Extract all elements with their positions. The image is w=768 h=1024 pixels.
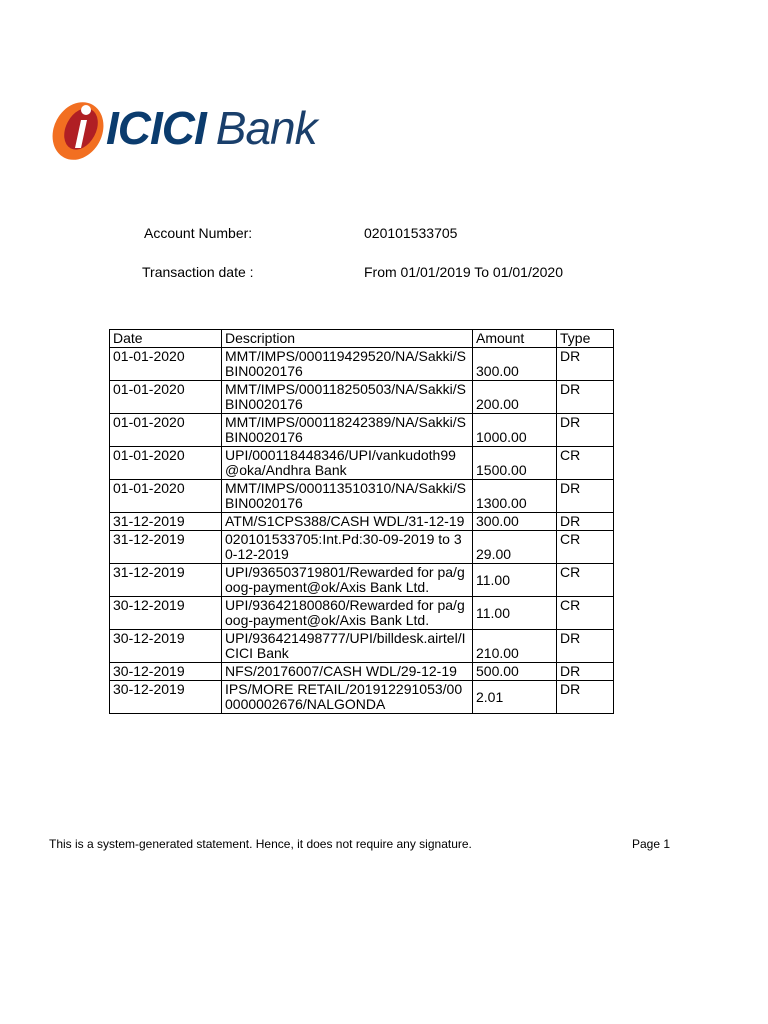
row-date: 01-01-2020	[110, 447, 222, 480]
row-date: 01-01-2020	[110, 348, 222, 381]
row-description: MMT/IMPS/000119429520/NA/Sakki/SBIN0020176	[222, 348, 473, 381]
row-amount: 1000.00	[473, 414, 557, 447]
row-amount: 1500.00	[473, 447, 557, 480]
row-description: ATM/S1CPS388/CASH WDL/31-12-19	[222, 513, 473, 531]
icici-i-mark-icon	[48, 96, 108, 166]
transaction-date-label: Transaction date :	[142, 264, 254, 280]
row-type: DR	[557, 513, 614, 531]
row-type: CR	[557, 447, 614, 480]
header-date: Date	[110, 330, 222, 348]
row-amount: 1300.00	[473, 480, 557, 513]
row-type: DR	[557, 480, 614, 513]
row-amount: 300.00	[473, 348, 557, 381]
row-type: DR	[557, 414, 614, 447]
row-date: 01-01-2020	[110, 381, 222, 414]
row-date: 01-01-2020	[110, 480, 222, 513]
transactions-table	[109, 329, 614, 714]
table-row	[110, 480, 614, 513]
row-type: DR	[557, 630, 614, 663]
row-date: 30-12-2019	[110, 630, 222, 663]
row-amount: 500.00	[473, 663, 557, 681]
table-row	[110, 348, 614, 381]
row-description: UPI/000118448346/UPI/vankudoth99@oka/Andhra Bank	[222, 447, 473, 480]
row-description: IPS/MORE RETAIL/201912291053/000000002676/NALGONDA	[222, 681, 473, 714]
row-description: UPI/936421800860/Rewarded for pa/goog-payment@ok/Axis Bank Ltd.	[222, 597, 473, 630]
row-date: 01-01-2020	[110, 414, 222, 447]
row-date: 30-12-2019	[110, 681, 222, 714]
transaction-date-value: From 01/01/2019 To 01/01/2020	[364, 264, 564, 280]
table-row	[110, 681, 614, 714]
row-date: 31-12-2019	[110, 564, 222, 597]
row-amount: 29.00	[473, 531, 557, 564]
row-date: 31-12-2019	[110, 531, 222, 564]
table-row	[110, 447, 614, 480]
row-type: DR	[557, 381, 614, 414]
account-number-value: 020101533705	[364, 225, 458, 241]
header-amount: Amount	[473, 330, 557, 348]
header-description: Description	[222, 330, 473, 348]
table-row	[110, 381, 614, 414]
row-description: NFS/20176007/CASH WDL/29-12-19	[222, 663, 473, 681]
icici-bank-logo	[48, 96, 378, 166]
footer-note: This is a system-generated statement. Hence, it does not require any signature.	[49, 837, 472, 851]
row-date: 30-12-2019	[110, 663, 222, 681]
row-amount: 200.00	[473, 381, 557, 414]
row-description: UPI/936503719801/Rewarded for pa/goog-payment@ok/Axis Bank Ltd.	[222, 564, 473, 597]
row-date: 31-12-2019	[110, 513, 222, 531]
row-date: 30-12-2019	[110, 597, 222, 630]
table-header-row	[110, 330, 614, 348]
table-row	[110, 663, 614, 681]
row-amount: 300.00	[473, 513, 557, 531]
logo-name: ICICI	[106, 102, 206, 154]
row-description: MMT/IMPS/000113510310/NA/Sakki/SBIN0020176	[222, 480, 473, 513]
row-amount: 11.00	[473, 597, 557, 630]
row-description: UPI/936421498777/UPI/billdesk.airtel/ICICI Bank	[222, 630, 473, 663]
table-row	[110, 630, 614, 663]
table-row	[110, 531, 614, 564]
row-type: CR	[557, 564, 614, 597]
row-amount: 2.01	[473, 681, 557, 714]
table-row	[110, 414, 614, 447]
row-description: 020101533705:Int.Pd:30-09-2019 to 30-12-2019	[222, 531, 473, 564]
row-description: MMT/IMPS/000118242389/NA/Sakki/SBIN0020176	[222, 414, 473, 447]
header-type: Type	[557, 330, 614, 348]
table-row	[110, 597, 614, 630]
row-type: CR	[557, 531, 614, 564]
row-type: DR	[557, 348, 614, 381]
logo-suffix: Bank	[215, 102, 317, 154]
account-number-label: Account Number:	[144, 225, 253, 241]
row-type: DR	[557, 663, 614, 681]
row-amount: 11.00	[473, 564, 557, 597]
row-type: CR	[557, 597, 614, 630]
table-row	[110, 513, 614, 531]
row-amount: 210.00	[473, 630, 557, 663]
table-row	[110, 564, 614, 597]
logo-wordmark	[106, 98, 317, 158]
row-description: MMT/IMPS/000118250503/NA/Sakki/SBIN0020176	[222, 381, 473, 414]
row-type: DR	[557, 681, 614, 714]
page-number: Page 1	[632, 837, 671, 851]
